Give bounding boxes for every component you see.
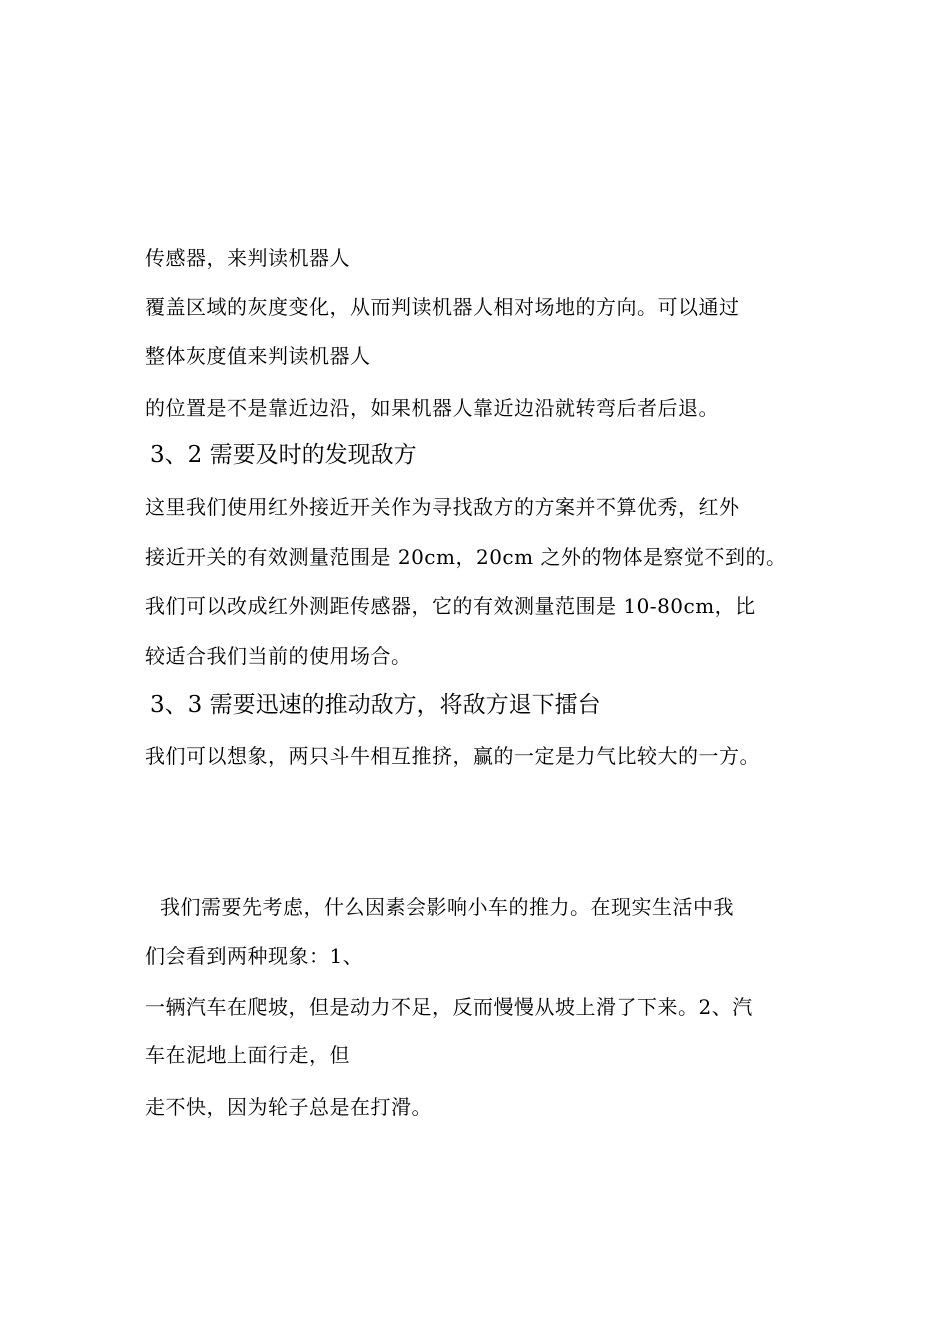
text-line: 一辆汽车在爬坡，但是动力不足，反而慢慢从坡上滑了下来。2、汽 <box>145 995 753 1019</box>
section-heading-3-2: 3、2 需要及时的发现敌方 <box>150 442 417 468</box>
text-line: 我们可以改成红外测距传感器，它的有效测量范围是 10-80cm，比 <box>145 594 756 618</box>
text-line: 覆盖区域的灰度变化，从而判读机器人相对场地的方向。可以通过 <box>145 295 740 319</box>
text-line: 车在泥地上面行走，但 <box>145 1043 350 1067</box>
text-line: 走不快，因为轮子总是在打滑。 <box>145 1095 432 1119</box>
text-line: 整体灰度值来判读机器人 <box>145 344 371 368</box>
text-line: 接近开关的有效测量范围是 20cm，20cm 之外的物体是察觉不到的。 <box>145 545 787 569</box>
text-line: 这里我们使用红外接近开关作为寻找敌方的方案并不算优秀，红外 <box>145 495 740 519</box>
text-line: 较适合我们当前的使用场合。 <box>145 644 412 668</box>
text-line: 传感器，来判读机器人 <box>145 246 350 270</box>
text-line: 我们需要先考虑，什么因素会影响小车的推力。在现实生活中我 <box>160 895 734 919</box>
text-line: 的位置是不是靠近边沿，如果机器人靠近边沿就转弯后者后退。 <box>145 396 719 420</box>
section-heading-3-3: 3、3 需要迅速的推动敌方，将敌方退下擂台 <box>150 692 601 718</box>
text-line: 们会看到两种现象：1、 <box>145 944 364 968</box>
text-line: 我们可以想象，两只斗牛相互推挤，赢的一定是力气比较大的一方。 <box>145 744 760 768</box>
